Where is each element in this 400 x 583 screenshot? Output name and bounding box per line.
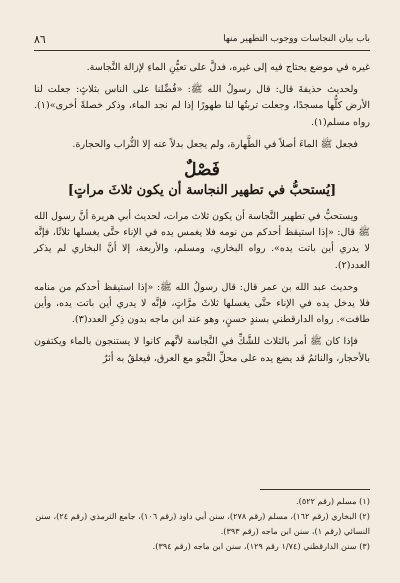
- paragraph: ويستحبُّ في تطهير النَّجاسة أن يكون ثلاث مرات، لحديث أبي هريرة أنَّ رسول الله ﷺ قال: «إذا استيقظ أحدكم من نومه فلا يغمس يده في الإناء حتَّى يغسلها ثلاثًا، فإنَّه لا يدري أين باتت يده». رواه البخاري، ومسلم، والأربعة، إلا أنَّ البخاري لم يذكر العدد(٢).: [34, 211, 370, 271]
- paragraph: وحديث عبد الله بن عمر قال: قال رسولُ الله ﷺ: «إذا استيقظ أحدكم من منامه فلا يدخل يده في الإناء حتَّى يغسلها ثلاثَ مرَّاتٍ، فإنَّه لا يدري أين باتت يده، وأين طافت». رواه الدارقطني بسندٍ حسنٍ، وهو عند ابن ماجه بدون ذِكرِ العدد(٣).: [34, 281, 370, 326]
- page-header: [34, 30, 370, 48]
- footnote: (٣) سنن الدارقطني (١/٧٤ رقم ١٢٩)، سنن ابن ماجه (رقم ٣٩٤).: [152, 541, 370, 551]
- paragraph: فإذا كان ﷺ أمر بالثلاث للشَّكِّ في النَّجاسة لأنَّهم كانوا لا يستنجون بالماء ويكتفون بالأحجار، والنائمُ قد يضع يده على محلِّ النَّجو مع العرق، فيعلقُ به أثرٌ: [34, 336, 370, 364]
- page-number: ٨٦: [34, 32, 46, 46]
- section-subtitle: [يُستحبُّ في تطهير النجاسة أن يكون ثلاثَ مراتٍ]: [67, 183, 337, 199]
- main-text: [34, 60, 370, 373]
- header-rule: [34, 50, 370, 51]
- paragraph: فجعل ﷺ الماءَ أصلاً في الطَّهارة، ولم يجعل بدلاً عنه إلا التُّراب والحجارة.: [72, 138, 358, 150]
- paragraph: غيره في موضع يحتاج فيه إلى غيره، فدلَّ على تعيُّنِ الماءِ لإزالة النَّجاسة.: [86, 62, 370, 73]
- footnote: (٢) البخاري (رقم ١٦٢)، مسلم (رقم ٢٧٨)، سنن أبي داود (رقم ١٠٦)، جامع الترمذي (رقم ٢٤)، سنن النسائي (رقم ١)، سنن ابن ماجه (رقم ٣٩٣).: [35, 511, 370, 536]
- footnote-rule: [260, 489, 370, 490]
- footnotes: [34, 494, 370, 554]
- section-heading: [34, 159, 370, 201]
- section-title: فَصْلٌ: [184, 160, 220, 181]
- running-title: باب بيان النجاسات ووجوب التطهير منها: [223, 34, 370, 44]
- footnote: (١) مسلم (رقم ٥٢٢).: [296, 496, 370, 506]
- paragraph: ولحديث حذيفةَ قال: قال رسولُ الله ﷺ: «فُضِّلنا على الناس بثلاثٍ: جعلت لنا الأرض كلُّها مسجدًا، وجعلت تربتُها لنا طهورًا إذا لم نجد الماء، وذكر خصلةً أخرى»(١). رواه مسلم(١).: [34, 84, 370, 128]
